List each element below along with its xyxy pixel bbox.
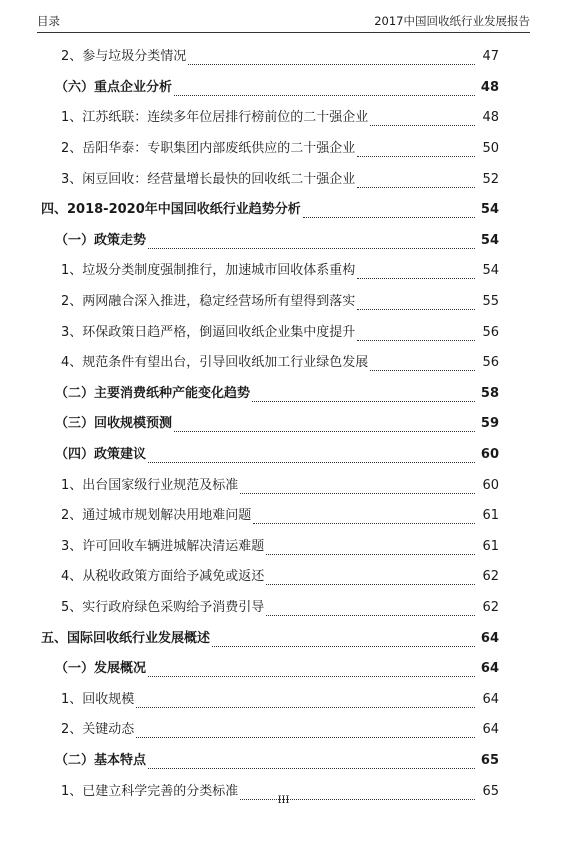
toc-entry-title[interactable]: 1、回收规模 <box>61 691 135 707</box>
header-report-title: 2017中国回收纸行业发展报告 <box>374 14 530 28</box>
toc-dot-leader <box>253 514 475 524</box>
toc-entry-page[interactable]: 62 <box>482 599 499 615</box>
toc-entry-title[interactable]: 3、许可回收车辆进城解决清运难题 <box>61 538 265 554</box>
toc-dot-leader <box>174 86 475 96</box>
toc-entry[interactable] <box>41 715 499 746</box>
toc-dot-leader <box>148 239 475 249</box>
toc-dot-leader <box>174 422 475 432</box>
toc-entry-title[interactable]: （二）主要消费纸种产能变化趋势 <box>55 385 251 401</box>
toc-entry-page[interactable]: 59 <box>480 416 499 432</box>
toc-dot-leader <box>370 116 475 126</box>
toc-entry[interactable] <box>41 409 499 440</box>
toc-dot-leader <box>357 269 475 279</box>
toc-entry[interactable] <box>41 532 499 563</box>
toc-dot-leader <box>136 728 475 738</box>
toc-dot-leader <box>148 667 475 677</box>
toc-dot-leader <box>136 698 475 708</box>
toc-entry[interactable] <box>41 562 499 593</box>
toc-entry-title[interactable]: 1、已建立科学完善的分类标准 <box>61 783 239 799</box>
toc-entry-page[interactable]: 56 <box>482 355 499 371</box>
toc-entry[interactable] <box>41 73 499 104</box>
toc-entry-title[interactable]: 2、两网融合深入推进，稳定经营场所有望得到落实 <box>61 294 356 310</box>
toc-entry-title[interactable]: 1、出台国家级行业规范及标准 <box>61 477 239 493</box>
toc-entry-title[interactable]: 3、环保政策日趋严格，倒逼回收纸企业集中度提升 <box>61 324 356 340</box>
toc-entry[interactable] <box>41 256 499 287</box>
toc-dot-leader <box>266 606 475 616</box>
toc-entry[interactable] <box>41 470 499 501</box>
toc-dot-leader <box>266 575 475 585</box>
toc-entry[interactable] <box>41 287 499 318</box>
toc-entry-title[interactable]: 2、通过城市规划解决用地难问题 <box>61 508 252 524</box>
toc-dot-leader <box>148 453 475 463</box>
toc-entry-title[interactable]: （一）政策走势 <box>55 232 147 248</box>
table-of-contents <box>41 42 499 807</box>
toc-entry-page[interactable]: 60 <box>482 477 499 493</box>
toc-entry[interactable] <box>41 317 499 348</box>
toc-entry-page[interactable]: 64 <box>480 630 499 646</box>
toc-entry-title[interactable]: 2、关键动态 <box>61 722 135 738</box>
toc-entry[interactable] <box>41 134 499 165</box>
toc-entry[interactable] <box>41 623 499 654</box>
toc-entry-title[interactable]: 4、从税收政策方面给予减免或返还 <box>61 569 265 585</box>
toc-entry-title[interactable]: 5、实行政府绿色采购给予消费引导 <box>61 599 265 615</box>
toc-entry[interactable] <box>41 226 499 257</box>
toc-entry[interactable] <box>41 440 499 471</box>
toc-entry-title[interactable]: （四）政策建议 <box>55 447 147 463</box>
toc-entry-page[interactable]: 65 <box>480 752 499 768</box>
toc-entry[interactable] <box>41 593 499 624</box>
toc-entry-page[interactable]: 48 <box>482 110 499 126</box>
toc-entry-page[interactable]: 50 <box>482 141 499 157</box>
toc-dot-leader <box>240 484 475 494</box>
toc-entry-page[interactable]: 64 <box>482 691 499 707</box>
header-section-label: 目录 <box>37 14 60 28</box>
toc-dot-leader <box>357 300 475 310</box>
toc-entry-page[interactable]: 61 <box>482 538 499 554</box>
toc-entry-page[interactable]: 64 <box>482 722 499 738</box>
toc-entry-title[interactable]: 四、2018-2020年中国回收纸行业趋势分析 <box>41 202 301 218</box>
toc-entry-page[interactable]: 56 <box>482 324 499 340</box>
toc-entry-page[interactable]: 61 <box>482 508 499 524</box>
toc-entry-page[interactable]: 48 <box>480 79 499 95</box>
toc-entry[interactable] <box>41 379 499 410</box>
toc-entry[interactable] <box>41 684 499 715</box>
toc-entry-page[interactable]: 54 <box>480 232 499 248</box>
toc-entry[interactable] <box>41 103 499 134</box>
toc-dot-leader <box>188 55 475 65</box>
page-number: III <box>277 795 290 806</box>
toc-entry-page[interactable]: 64 <box>480 661 499 677</box>
toc-entry-page[interactable]: 62 <box>482 569 499 585</box>
toc-dot-leader <box>303 208 475 218</box>
toc-entry[interactable] <box>41 654 499 685</box>
toc-entry[interactable] <box>41 195 499 226</box>
toc-entry-title[interactable]: 4、规范条件有望出台，引导回收纸加工行业绿色发展 <box>61 355 369 371</box>
toc-entry-page[interactable]: 65 <box>482 783 499 799</box>
toc-entry-title[interactable]: 1、江苏纸联：连续多年位居排行榜前位的二十强企业 <box>61 110 369 126</box>
toc-entry-page[interactable]: 60 <box>480 447 499 463</box>
toc-entry[interactable] <box>41 42 499 73</box>
toc-entry-title[interactable]: 2、岳阳华泰：专职集团内部废纸供应的二十强企业 <box>61 141 356 157</box>
toc-dot-leader <box>212 637 475 647</box>
toc-entry-title[interactable]: （六）重点企业分析 <box>55 79 173 95</box>
toc-entry-title[interactable]: （三）回收规模预测 <box>55 416 173 432</box>
toc-entry-title[interactable]: 3、闲豆回收：经营量增长最快的回收纸二十强企业 <box>61 171 356 187</box>
toc-entry[interactable] <box>41 348 499 379</box>
toc-entry-title[interactable]: 五、国际回收纸行业发展概述 <box>41 630 211 646</box>
toc-dot-leader <box>252 392 475 402</box>
toc-entry-page[interactable]: 54 <box>480 202 499 218</box>
toc-dot-leader <box>266 545 475 555</box>
toc-dot-leader <box>357 331 475 341</box>
page-header <box>37 12 530 30</box>
toc-entry-title[interactable]: 2、参与垃圾分类情况 <box>61 49 187 65</box>
toc-entry[interactable] <box>41 746 499 777</box>
toc-entry[interactable] <box>41 164 499 195</box>
toc-entry-page[interactable]: 58 <box>480 385 499 401</box>
toc-dot-leader <box>148 759 475 769</box>
toc-entry-title[interactable]: 1、垃圾分类制度强制推行，加速城市回收体系重构 <box>61 263 356 279</box>
toc-entry-page[interactable]: 54 <box>482 263 499 279</box>
header-divider <box>37 32 530 33</box>
toc-dot-leader <box>357 147 475 157</box>
toc-dot-leader <box>370 361 475 371</box>
toc-entry-page[interactable]: 55 <box>482 294 499 310</box>
toc-entry[interactable] <box>41 501 499 532</box>
toc-entry-page[interactable]: 47 <box>482 49 499 65</box>
toc-entry-title[interactable]: （二）基本特点 <box>55 752 147 768</box>
toc-dot-leader <box>357 178 475 188</box>
toc-entry-title[interactable]: （一）发展概况 <box>55 661 147 677</box>
toc-entry-page[interactable]: 52 <box>482 171 499 187</box>
